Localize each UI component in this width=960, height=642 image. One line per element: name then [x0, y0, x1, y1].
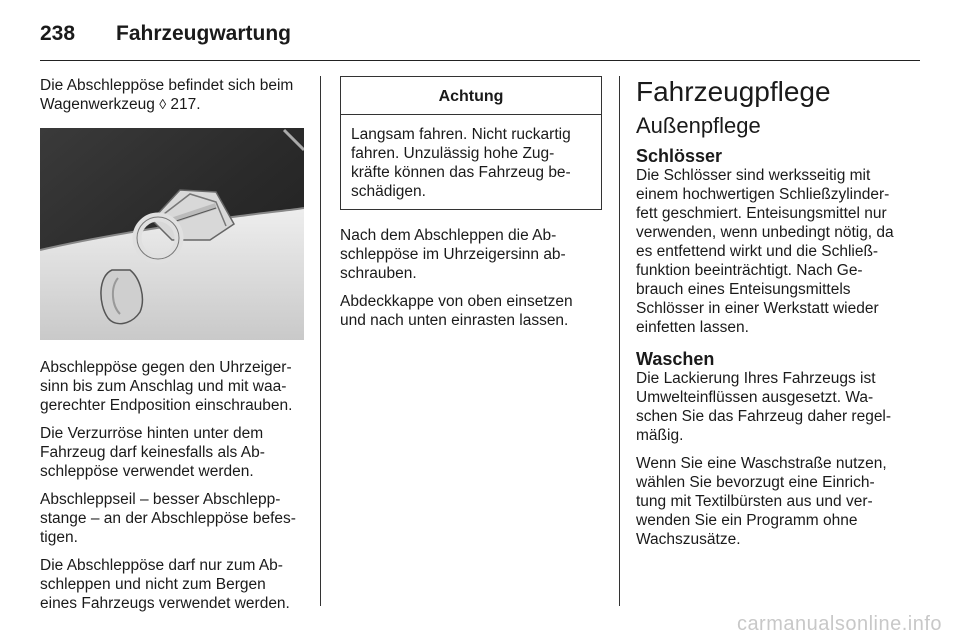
column-divider-1 [320, 76, 321, 606]
heading-locks: Schlösser [636, 146, 723, 166]
paragraph-washing-2: Wenn Sie eine Waschstraße nutzen, wählen Sie bevorzugt eine Einrich- tung mit Textilbürsten aus und ver- wenden Sie ein Programm ohne Wachszusätze. [636, 455, 887, 548]
paragraph-tow-rope: Abschleppseil – besser Abschlepp- stange – an der Abschleppöse befes- tigen. [40, 491, 296, 546]
heading-vehicle-care: Fahrzeugpflege [636, 76, 831, 107]
paragraph-unscrew: Nach dem Abschleppen die Ab- schleppöse im Uhrzeigersinn ab- schrauben. [340, 227, 566, 282]
page-reference-arrow-icon: ◊ [159, 96, 167, 112]
paragraph-locks: Die Schlösser sind werksseitig mit einem hochwertigen Schließzylinder- fett geschmiert. Enteisungsmittel nur verwenden, wenn unbedingt nötig, da es entfettend wirkt und die Schließ- funktion beeinträchtigt. Nach Ge- brauch eines Enteisungsmittels Schlösser in einer Werkstatt wieder einfetten lassen. [636, 167, 894, 336]
column-divider-2 [619, 76, 620, 606]
warning-text: Langsam fahren. Nicht ruckartig fahren. Unzulässig hohe Zug- kräfte können das Fahrzeug be- schädigen. [351, 126, 571, 200]
towing-eye-photo [40, 128, 304, 340]
page-header [40, 16, 920, 61]
page-title: Fahrzeugwartung [116, 22, 292, 45]
column-left [40, 76, 304, 622]
column-middle [340, 76, 602, 339]
paragraph-cover-cap: Abdeckkappe von oben einsetzen und nach unten einrasten lassen. [340, 293, 573, 329]
page-number: 238 [40, 22, 76, 45]
paragraph-lashing-eye: Die Verzurröse hinten unter dem Fahrzeug darf keinesfalls als Ab- schleppöse verwendet werden. [40, 425, 265, 480]
paragraph-washing-1: Die Lackierung Ihres Fahrzeugs ist Umwelteinflüssen ausgesetzt. Wa- schen Sie das Fahrzeug daher regel- mäßig. [636, 370, 892, 444]
watermark: carmanualsonline.info [736, 613, 942, 635]
intro-paragraph [40, 76, 304, 114]
warning-title: Achtung [341, 77, 601, 115]
intro-text: Die Abschleppöse befindet sich beim Wagenwerkzeug [40, 77, 294, 113]
heading-washing: Waschen [636, 349, 715, 369]
heading-exterior-care: Außenpflege [636, 113, 761, 138]
warning-box [340, 76, 602, 210]
intro-page-reference: 217. [170, 96, 201, 113]
paragraph-screw-in: Abschleppöse gegen den Uhrzeiger- sinn bis zum Anschlag und mit waa- gerechter Endposition einschrauben. [40, 359, 293, 414]
paragraph-usage: Die Abschleppöse darf nur zum Ab- schleppen und nicht zum Bergen eines Fahrzeugs verwendet werden. [40, 557, 290, 612]
column-right [636, 76, 902, 558]
